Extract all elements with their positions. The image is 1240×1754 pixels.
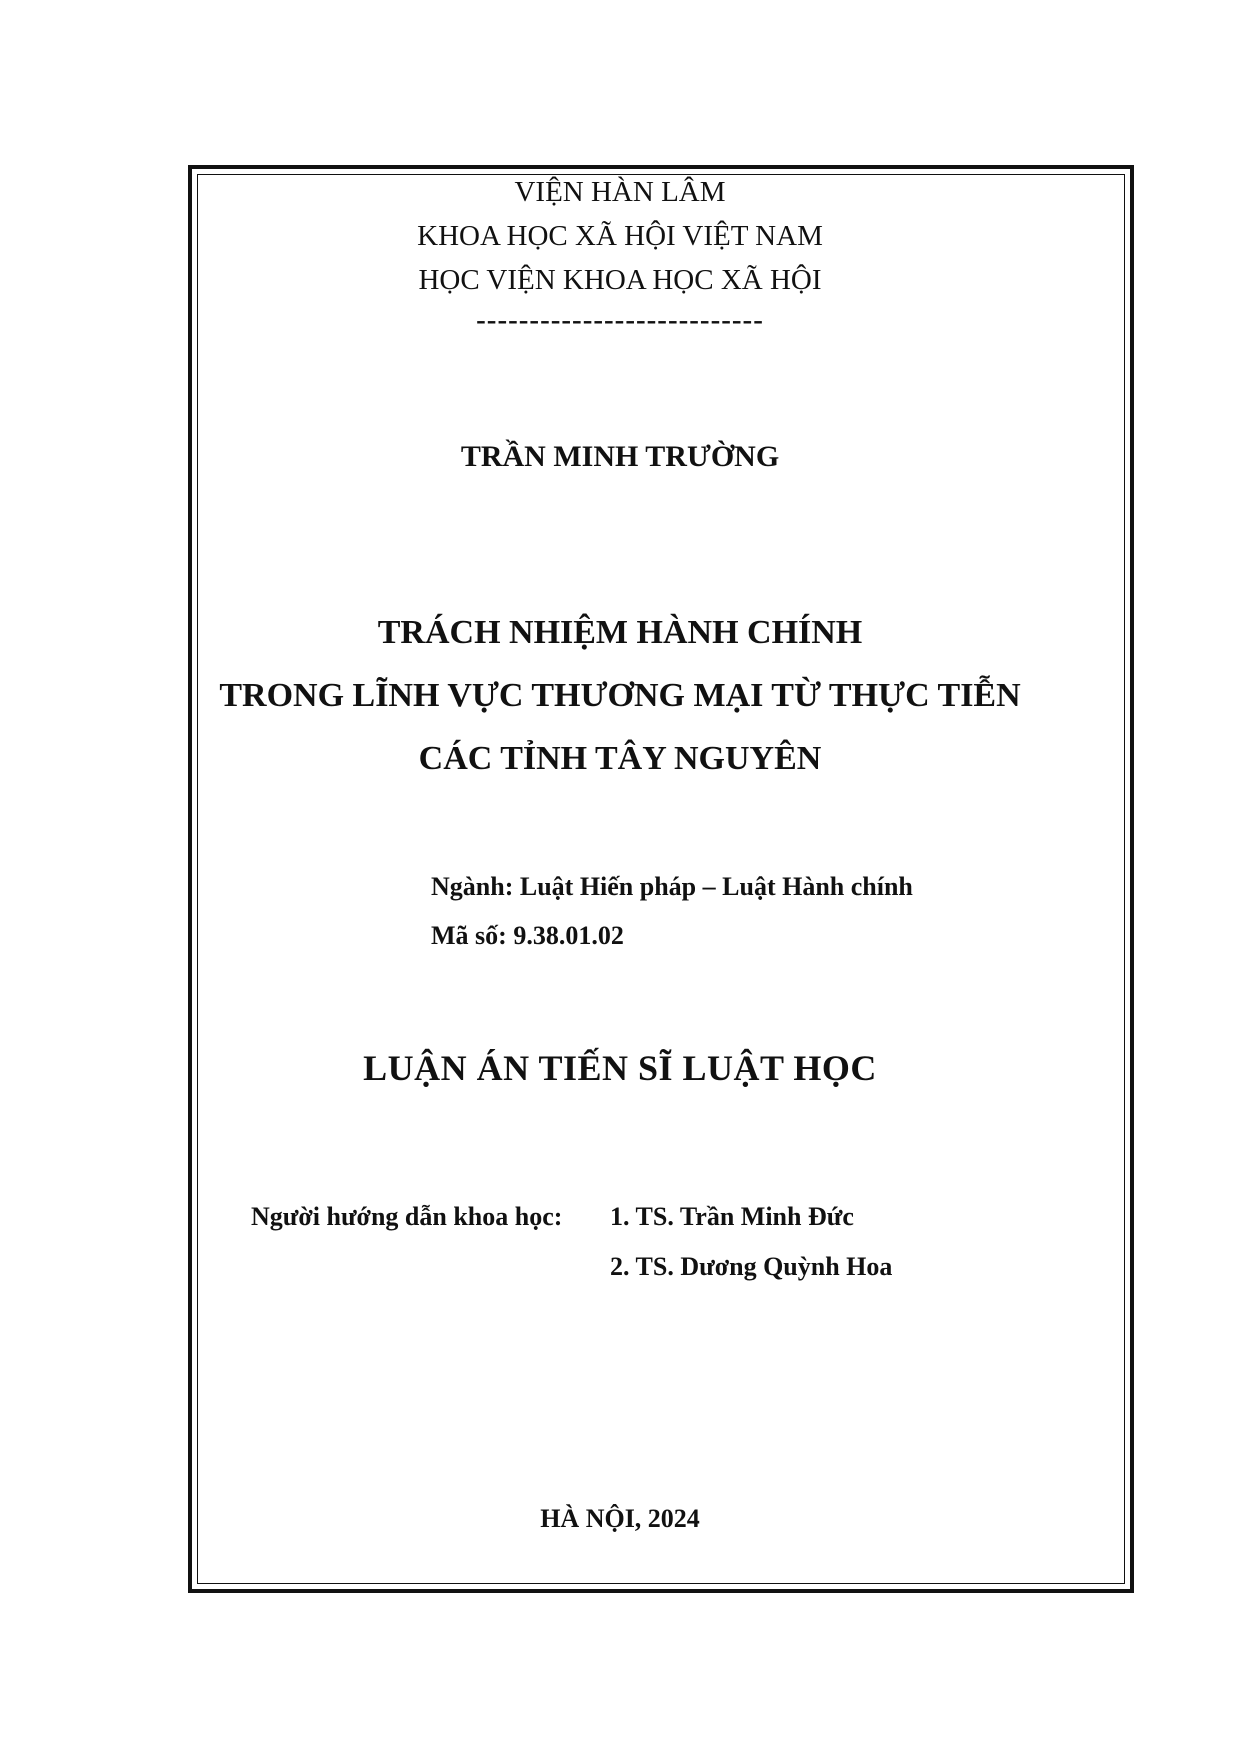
place-and-year: HÀ NỘI, 2024	[540, 1504, 700, 1533]
advisor-1: 1. TS. Trần Minh Đức	[610, 1202, 854, 1231]
institution-line-2: KHOA HỌC XÃ HỘI VIỆT NAM	[417, 220, 823, 252]
institution-line-3: HỌC VIỆN KHOA HỌC XÃ HỘI	[418, 264, 822, 296]
header-separator: ---------------------------	[476, 304, 764, 336]
field-of-study: Ngành: Luật Hiến pháp – Luật Hành chính	[431, 872, 913, 901]
thesis-title-line-3: CÁC TỈNH TÂY NGUYÊN	[418, 740, 822, 777]
field-code: Mã số: 9.38.01.02	[431, 921, 624, 950]
thesis-title-line-2: TRONG LĨNH VỰC THƯƠNG MẠI TỪ THỰC TIỄN	[219, 677, 1021, 714]
advisor-2: 2. TS. Dương Quỳnh Hoa	[610, 1252, 893, 1281]
institution-line-1: VIỆN HÀN LÂM	[514, 176, 726, 208]
advisor-label: Người hướng dẫn khoa học:	[251, 1202, 563, 1231]
thesis-title-line-1: TRÁCH NHIỆM HÀNH CHÍNH	[377, 614, 863, 651]
author-name: TRẦN MINH TRƯỜNG	[460, 440, 780, 473]
degree-title: LUẬN ÁN TIẾN SĨ LUẬT HỌC	[363, 1048, 877, 1088]
